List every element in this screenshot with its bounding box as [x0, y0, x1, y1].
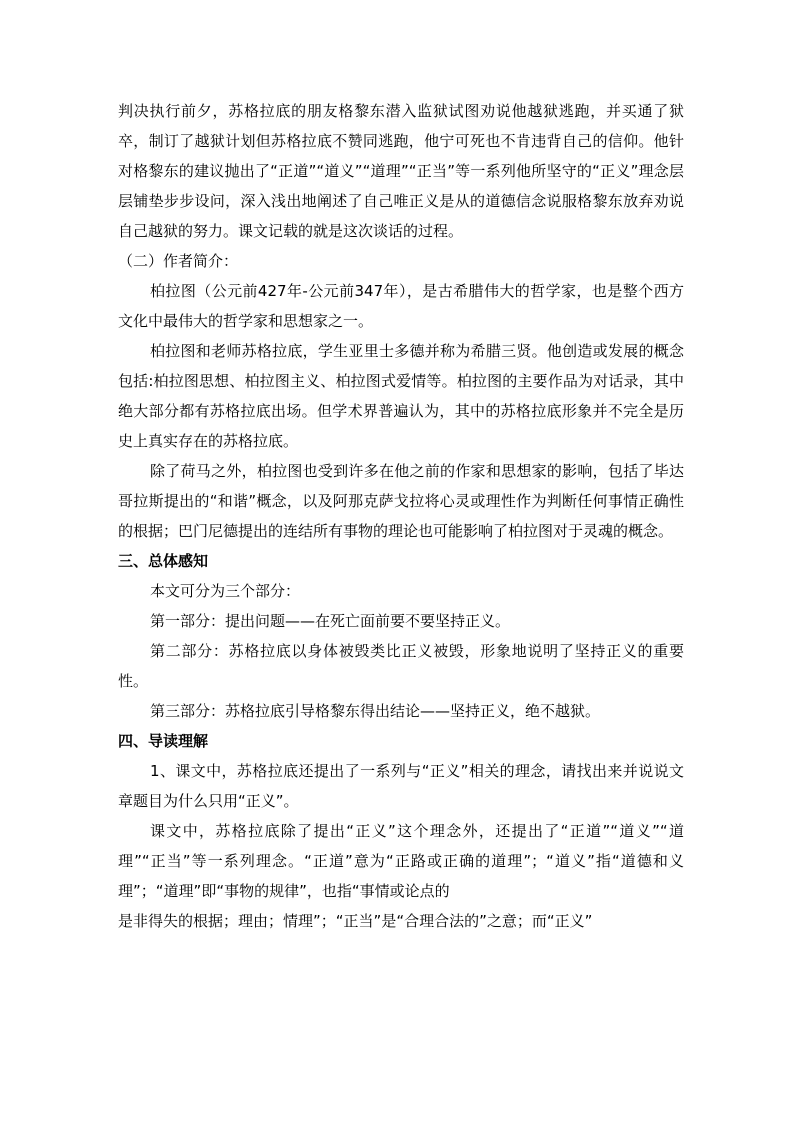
paragraph-part-two: 第二部分：苏格拉底以身体被毁类比正义被毁，形象地说明了坚持正义的重要性。 [118, 642, 684, 690]
paragraph-plato-teacher: 柏拉图和老师苏格拉底，学生亚里士多德并称为希腊三贤。他创造或发展的概念包括:柏拉图思想、柏拉图主义、柏拉图式爱情等。柏拉图的主要作品为对话录，其中绝大部分都有苏格拉底出场。但学术界普遍认为，其中的苏格拉底形象并不完全是历史上真实存在的苏格拉底。 [118, 342, 684, 450]
answer-line-2: 是非得失的根据；理由；情理”；“正当”是“合理合法的”之意；而“正义” [118, 912, 593, 930]
paragraph-answer-one [118, 816, 684, 936]
paragraph-background: 判决执行前夕，苏格拉底的朋友格黎东潜入监狱试图劝说他越狱逃跑，并买通了狱卒，制订了越狱计划但苏格拉底不赞同逃跑，他宁可死也不肯违背自己的信仰。他针对格黎东的建议抛出了“正道”“道义”“道理”“正当”等一系列他所坚守的“正义”理念层层铺垫步步设问，深入浅出地阐述了自己唯正义是从的道德信念说服格黎东放弃劝说自己越狱的努力。课文记载的就是这次谈话的过程。 [118, 102, 684, 240]
paragraph-three-parts-intro: 本文可分为三个部分： [150, 582, 301, 600]
paragraph-plato-influences: 除了荷马之外，柏拉图也受到许多在他之前的作家和思想家的影响，包括了毕达哥拉斯提出的“和谐”概念，以及阿那克萨戈拉将心灵或理性作为判断任何事情正确性的根据；巴门尼德提出的连结所有事物的理论也可能影响了柏拉图对于灵魂的概念。 [118, 462, 684, 540]
paragraph-question-one: 1、课文中，苏格拉底还提出了一系列与“正义”相关的理念，请找出来并说说文章题目为什么只用“正义”。 [118, 762, 684, 810]
heading-reading-comprehension: 四、导读理解 [118, 732, 209, 750]
subheading-author-intro: （二）作者简介： [118, 252, 239, 270]
paragraph-plato-dates: 柏拉图（公元前427年-公元前347年），是古希腊伟大的哲学家，也是整个西方文化中最伟大的哲学家和思想家之一。 [118, 282, 684, 330]
answer-line-1: 课文中，苏格拉底除了提出“正义”这个理念外，还提出了“正道”“道义”“道理”“正当”等一系列理念。“正道”意为“正路或正确的道理”；“道义”指“道德和义理”；“道理”即“事物的规律”，也指“事情或论点的 [118, 822, 684, 900]
heading-overall-perception: 三、总体感知 [118, 552, 209, 570]
paragraph-part-one: 第一部分：提出问题——在死亡面前要不要坚持正义。 [150, 612, 511, 630]
document-body [118, 96, 684, 936]
paragraph-part-three: 第三部分：苏格拉底引导格黎东得出结论——坚持正义，绝不越狱。 [150, 702, 601, 720]
